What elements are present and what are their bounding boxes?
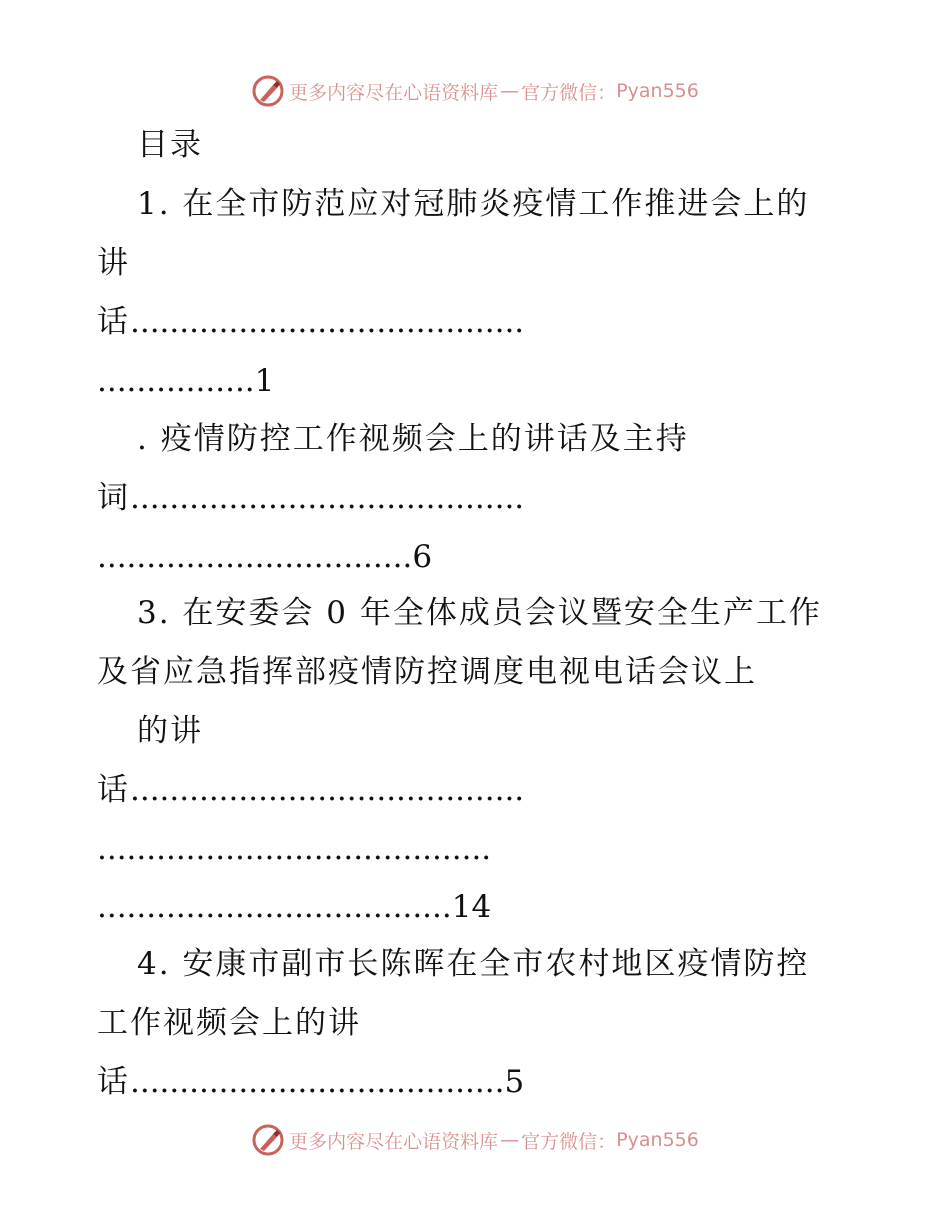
toc-entry-2-page: 6 bbox=[412, 539, 433, 575]
toc-entry-1-dots: ........................................ bbox=[130, 304, 525, 340]
pen-logo-icon bbox=[251, 74, 285, 108]
watermark-text: 更多内容尽在心语资料库 bbox=[289, 1130, 499, 1153]
toc-entry-3-page-row bbox=[97, 889, 492, 925]
toc-entry-2-lead: 词 bbox=[97, 480, 130, 516]
watermark-wechat-id: Pyan556 bbox=[616, 80, 699, 102]
watermark-footer bbox=[0, 1120, 950, 1160]
toc-entry-4-page: 5 bbox=[504, 1064, 525, 1100]
toc-entry-1-leader-row bbox=[97, 304, 525, 340]
watermark-text: 更多内容尽在心语资料库 bbox=[289, 81, 499, 104]
watermark-separator: — bbox=[500, 80, 520, 102]
toc-entry-4-lead: 话 bbox=[97, 1064, 130, 1100]
toc-entry-4-leader-row bbox=[97, 1064, 525, 1100]
watermark-header bbox=[0, 71, 950, 111]
toc-entry-3-lead: 话 bbox=[97, 772, 130, 808]
toc-entry-1-line1: 1. 在全市防范应对冠肺炎疫情工作推进会上的 bbox=[137, 186, 810, 222]
toc-entry-3-page: 14 bbox=[451, 889, 492, 925]
toc-entry-4-dots: ...................................... bbox=[130, 1064, 505, 1100]
toc-entry-1-line2: 讲 bbox=[97, 245, 130, 281]
watermark-separator: — bbox=[500, 1129, 520, 1151]
toc-entry-3-dots-row bbox=[97, 831, 492, 867]
toc-entry-1-lead: 话 bbox=[97, 304, 130, 340]
toc-entry-2-leader-row bbox=[97, 480, 525, 516]
toc-entry-4-line2: 工作视频会上的讲 bbox=[97, 1005, 361, 1041]
toc-entry-2-page-row bbox=[97, 539, 433, 575]
toc-entry-1-page: 1 bbox=[254, 363, 275, 399]
watermark-wechat-label: 官方微信： bbox=[521, 1130, 617, 1153]
toc-title: 目录 bbox=[137, 127, 203, 163]
toc-entry-3-line3: 的讲 bbox=[137, 713, 203, 749]
toc-entry-3-line2: 及省应急指挥部疫情防控调度电视电话会议上 bbox=[97, 654, 757, 690]
toc-entry-3-dots-2: ........................................ bbox=[97, 831, 492, 867]
toc-entry-2-dots-2: ................................ bbox=[97, 539, 413, 575]
toc-entry-4-line1: 4. 安康市副市长陈晖在全市农村地区疫情防控 bbox=[137, 946, 810, 982]
toc-entry-3-line1: 3. 在安委会 0 年全体成员会议暨安全生产工作 bbox=[137, 595, 822, 631]
watermark-wechat-label: 官方微信： bbox=[521, 81, 617, 104]
toc-entry-2-dots: ........................................ bbox=[130, 480, 525, 516]
toc-entry-1-dots-2: ................ bbox=[97, 363, 255, 399]
watermark-wechat-id: Pyan556 bbox=[616, 1129, 699, 1151]
toc-entry-2-line1: . 疫情防控工作视频会上的讲话及主持 bbox=[137, 421, 689, 457]
toc-entry-1-page-row bbox=[97, 363, 275, 399]
pen-logo-icon bbox=[251, 1123, 285, 1157]
toc-entry-3-leader-row bbox=[97, 772, 525, 808]
toc-entry-3-dots: ........................................ bbox=[130, 772, 525, 808]
toc-entry-3-dots-3: .................................... bbox=[97, 889, 452, 925]
